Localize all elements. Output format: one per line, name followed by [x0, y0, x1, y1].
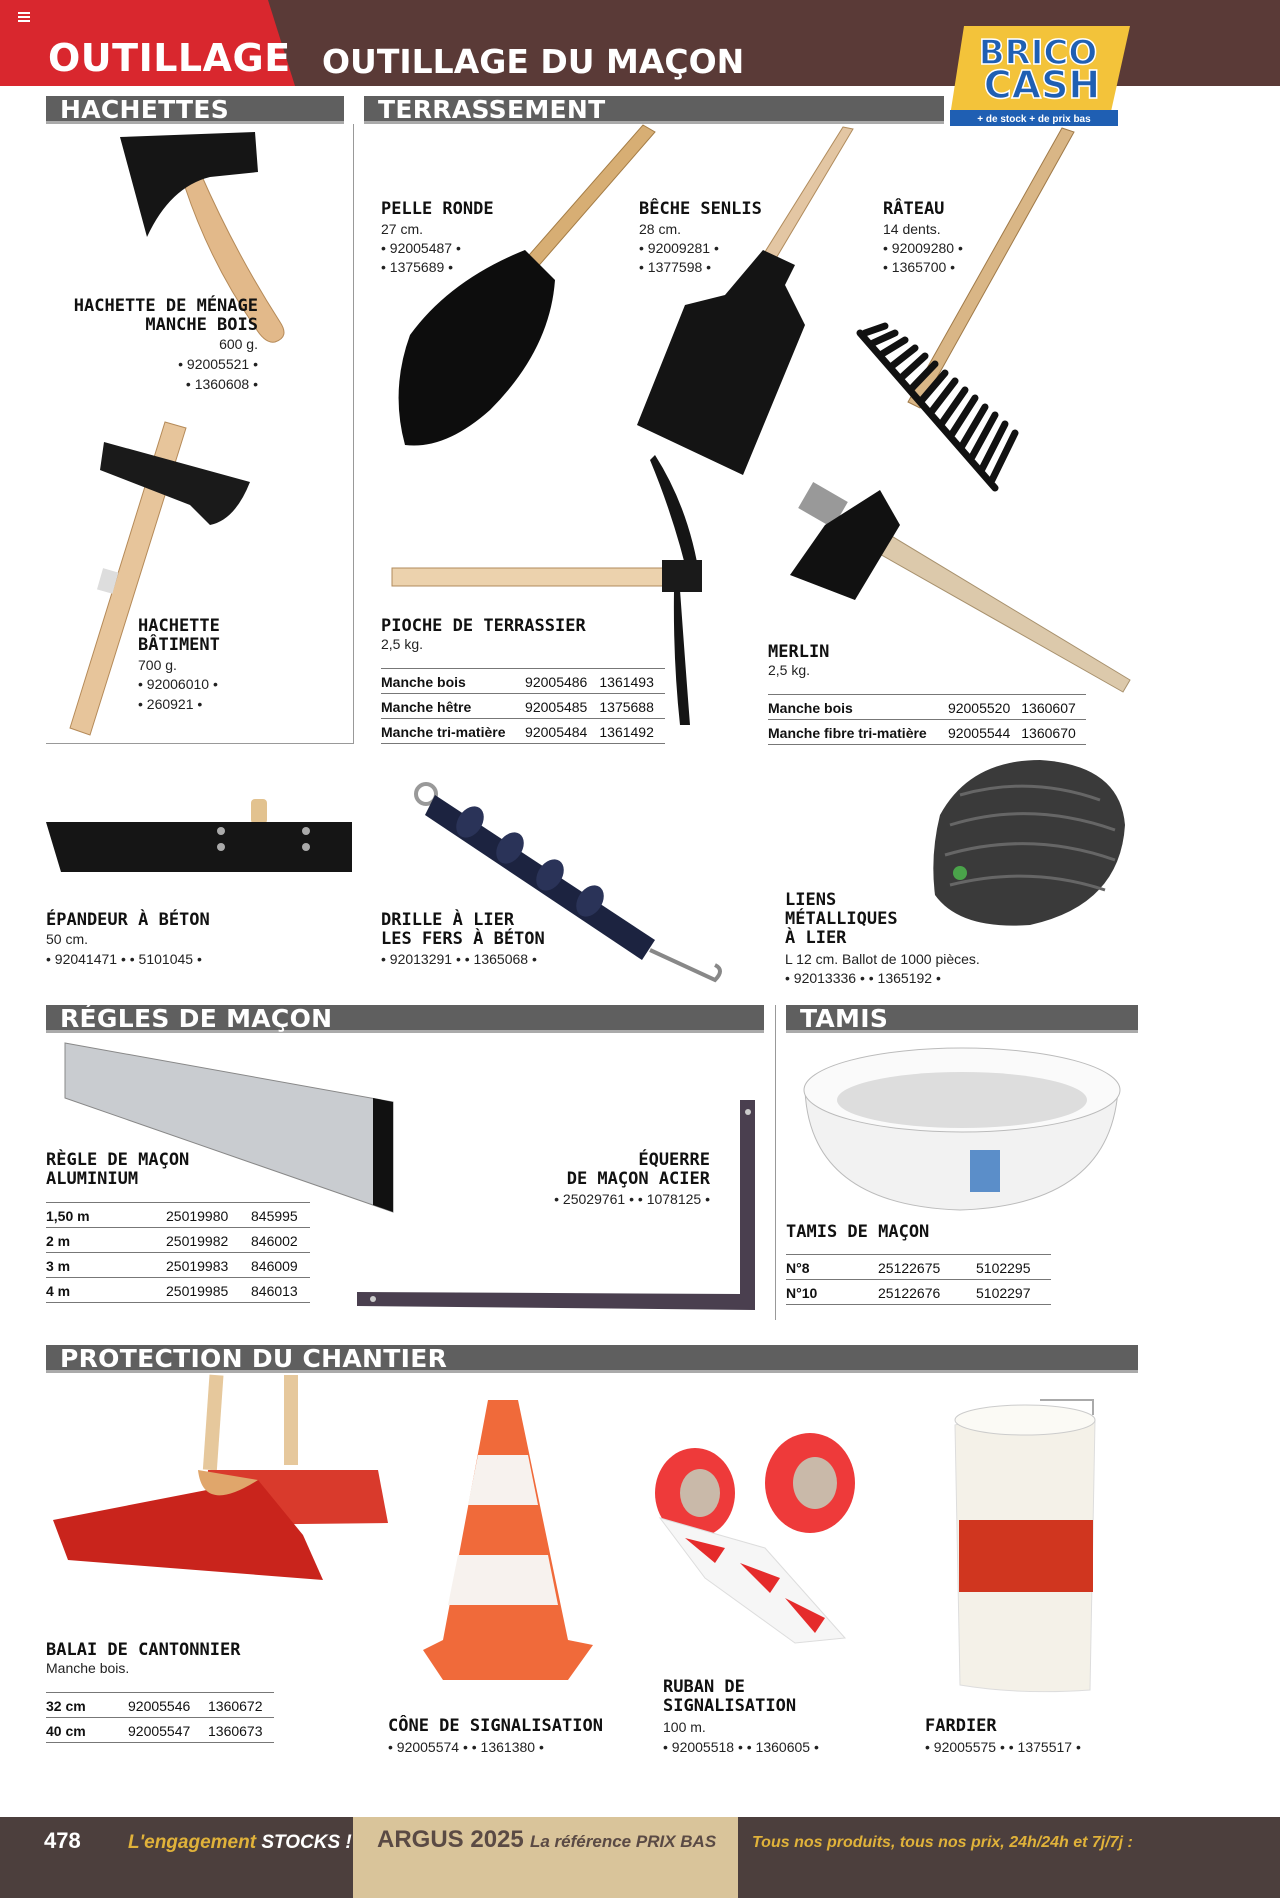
- drille-refs: • 92013291 • • 1365068 •: [381, 951, 537, 967]
- regle-name-2: ALUMINIUM: [46, 1169, 139, 1189]
- table-row: 4 m 25019985 846013: [46, 1278, 310, 1303]
- epandeur-refs: • 92041471 • • 5101045 •: [46, 951, 202, 967]
- section-regles: RÉGLES DE MAÇON: [46, 1005, 764, 1033]
- divider: [46, 743, 354, 744]
- hachette-menage-name-2: MANCHE BOIS: [145, 315, 258, 335]
- menu-icon[interactable]: [18, 12, 30, 22]
- pelle-ronde-detail: 27 cm.: [381, 221, 424, 237]
- ruban-refs: • 92005518 • • 1360605 •: [663, 1739, 819, 1755]
- rateau-detail: 14 dents.: [883, 221, 941, 237]
- svg-text:+ de stock + de prix bas: + de stock + de prix bas: [977, 114, 1091, 125]
- divider: [353, 124, 354, 744]
- hachette-menage-detail: 600 g.: [219, 336, 258, 352]
- hachette-menage-ref: • 1360608 •: [185, 376, 258, 392]
- hachette-menage-name-1: HACHETTE DE MÉNAGE: [73, 296, 258, 316]
- liens-name-1: LIENS: [785, 890, 837, 910]
- epandeur-name: ÉPANDEUR À BÉTON: [46, 910, 210, 930]
- tamis-name: TAMIS DE MAÇON: [786, 1222, 930, 1242]
- beche-senlis-ref: • 1377598 •: [639, 259, 712, 275]
- drille-name-1: DRILLE À LIER: [381, 910, 515, 930]
- epandeur-detail: 50 cm.: [46, 931, 89, 947]
- brico-cash-logo: [950, 26, 1130, 128]
- rateau-image: [850, 128, 1080, 508]
- cone-refs: • 92005574 • • 1361380 •: [388, 1739, 544, 1755]
- liens-name-2: MÉTALLIQUES: [785, 909, 898, 929]
- balai-table: [46, 1692, 274, 1743]
- table-row: Manche fibre tri-matière 92005544 1360670: [768, 720, 1086, 745]
- rateau-ref: • 92009280 •: [883, 240, 963, 256]
- rateau-ref: • 1365700 •: [883, 259, 956, 275]
- category-title: OUTILLAGE: [48, 36, 291, 80]
- table-row: Manche bois 92005486 1361493: [381, 669, 665, 694]
- liens-detail: L 12 cm. Ballot de 1000 pièces.: [785, 951, 980, 967]
- equerre-name-1: ÉQUERRE: [638, 1150, 710, 1170]
- hachette-menage-ref: • 92005521 •: [178, 356, 258, 372]
- hachette-batiment-detail: 700 g.: [138, 657, 177, 673]
- hachette-batiment-ref: • 92006010 •: [138, 676, 218, 692]
- pioche-table: [381, 668, 665, 744]
- page-number: 478: [44, 1828, 81, 1853]
- svg-text:CASH: CASH: [983, 63, 1101, 107]
- table-row: Manche hêtre 92005485 1375688: [381, 694, 665, 719]
- pelle-ronde-name: PELLE RONDE: [381, 199, 494, 219]
- section-terrassement: TERRASSEMENT: [364, 96, 944, 124]
- hachette-batiment-name-1: HACHETTE: [138, 616, 220, 636]
- fardier-image: [950, 1395, 1100, 1695]
- ruban-detail: 100 m.: [663, 1719, 706, 1735]
- balai-image: [48, 1375, 393, 1590]
- merlin-name: MERLIN: [768, 642, 830, 662]
- table-row: Manche tri-matière 92005484 1361492: [381, 719, 665, 744]
- footer-prix-tagline: La référence PRIX BAS: [530, 1832, 717, 1851]
- liens-image: [930, 755, 1130, 935]
- balai-detail: Manche bois.: [46, 1660, 130, 1676]
- fardier-name: FARDIER: [925, 1716, 997, 1736]
- section-tamis: TAMIS: [786, 1005, 1138, 1033]
- tamis-image: [800, 1045, 1125, 1215]
- liens-refs: • 92013336 • • 1365192 •: [785, 970, 941, 986]
- merlin-image: [785, 480, 1135, 695]
- ruban-image: [645, 1428, 875, 1648]
- table-row: 2 m 25019982 846002: [46, 1228, 310, 1253]
- pioche-detail: 2,5 kg.: [381, 636, 424, 652]
- liens-name-3: À LIER: [785, 928, 847, 948]
- footer-availability-text: Tous nos produits, tous nos prix, 24h/24h et 7j/7j :: [752, 1834, 1133, 1851]
- balai-name: BALAI DE CANTONNIER: [46, 1640, 241, 1660]
- tamis-table: [786, 1254, 1051, 1305]
- table-row: N°10 25122676 5102297: [786, 1280, 1051, 1305]
- ruban-name-2: SIGNALISATION: [663, 1696, 797, 1716]
- footer-stock-tagline: L'engagement STOCKS !: [128, 1832, 352, 1853]
- regle-table: [46, 1202, 310, 1303]
- hachette-batiment-ref: • 260921 •: [138, 696, 203, 712]
- regle-name-1: RÈGLE DE MAÇON: [46, 1150, 190, 1170]
- ruban-name-1: RUBAN DE: [663, 1677, 745, 1697]
- beche-senlis-detail: 28 cm.: [639, 221, 682, 237]
- hachette-batiment-name-2: BÂTIMENT: [138, 635, 220, 655]
- epandeur-image: [46, 797, 356, 877]
- pelle-ronde-ref: • 1375689 •: [381, 259, 454, 275]
- merlin-detail: 2,5 kg.: [768, 662, 811, 678]
- equerre-refs: • 25029761 • • 1078125 •: [554, 1191, 710, 1207]
- beche-senlis-image: [635, 125, 855, 480]
- table-row: 1,50 m 25019980 845995: [46, 1203, 310, 1228]
- merlin-table: [768, 694, 1086, 745]
- table-row: N°8 25122675 5102295: [786, 1255, 1051, 1280]
- pioche-name: PIOCHE DE TERRASSIER: [381, 616, 586, 636]
- section-protection: PROTECTION DU CHANTIER: [46, 1345, 1138, 1373]
- section-hachettes: HACHETTES: [46, 96, 344, 124]
- pelle-ronde-ref: • 92005487 •: [381, 240, 461, 256]
- footer-argus-title: ARGUS 2025: [377, 1826, 524, 1853]
- cone-name: CÔNE DE SIGNALISATION: [388, 1716, 603, 1736]
- table-row: 32 cm 92005546 1360672: [46, 1693, 274, 1718]
- drille-name-2: LES FERS À BÉTON: [381, 929, 545, 949]
- pelle-ronde-image: [385, 120, 655, 465]
- table-row: Manche bois 92005520 1360607: [768, 695, 1086, 720]
- divider: [775, 1005, 776, 1320]
- table-row: 40 cm 92005547 1360673: [46, 1718, 274, 1743]
- subcategory-title: OUTILLAGE DU MAÇON: [322, 42, 745, 81]
- hachette-menage-image: [115, 132, 340, 417]
- beche-senlis-name: BÊCHE SENLIS: [639, 199, 762, 219]
- table-row: 3 m 25019983 846009: [46, 1253, 310, 1278]
- fardier-refs: • 92005575 • • 1375517 •: [925, 1739, 1081, 1755]
- svg-text:BRICO: BRICO: [978, 33, 1098, 73]
- rateau-name: RÂTEAU: [883, 199, 945, 219]
- equerre-name-2: DE MAÇON ACIER: [566, 1169, 710, 1189]
- beche-senlis-ref: • 92009281 •: [639, 240, 719, 256]
- cone-image: [418, 1395, 598, 1680]
